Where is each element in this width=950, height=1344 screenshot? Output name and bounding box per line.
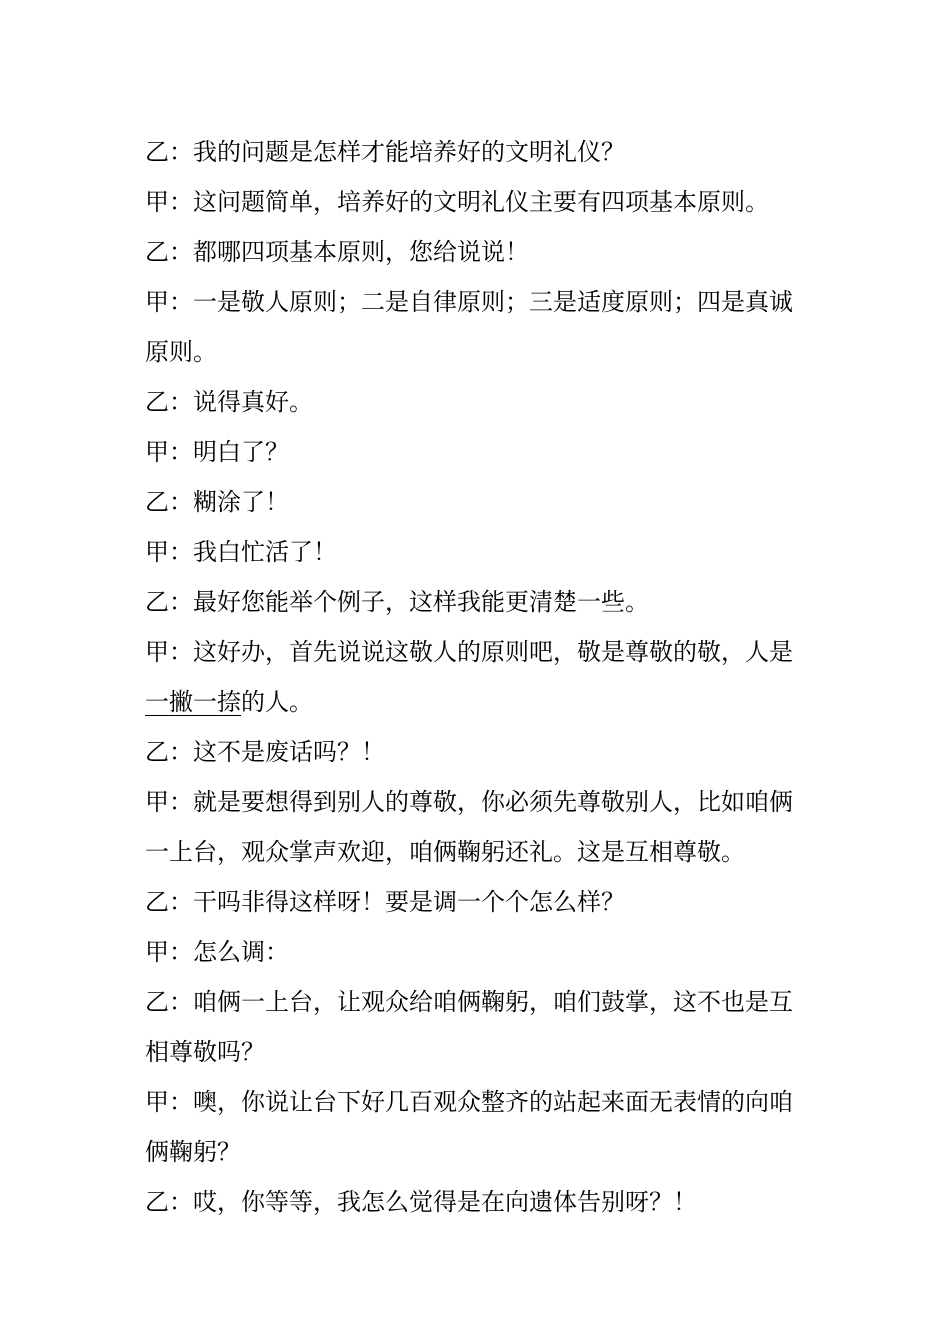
text-line: 乙：说得真好。 — [145, 388, 313, 416]
text-line: 甲：明白了？ — [145, 438, 289, 466]
text-line: 乙：咱俩一上台，让观众给咱俩鞠躬，咱们鼓掌，这不也是互 — [145, 988, 793, 1016]
text-line-underlined — [145, 677, 810, 727]
text-line: 相尊敬吗？ — [145, 1038, 265, 1066]
text-line: 甲：怎么调： — [145, 938, 289, 966]
text-line: 乙：我的问题是怎样才能培养好的文明礼仪？ — [145, 138, 625, 166]
text-line: 乙：这不是废话吗？！ — [145, 738, 385, 766]
text-line: 甲：这好办，首先说说这敬人的原则吧，敬是尊敬的敬，人是 — [145, 638, 793, 666]
dialogue-text — [145, 127, 810, 1227]
text-line: 原则。 — [145, 338, 217, 366]
text-line: 甲：这问题简单，培养好的文明礼仪主要有四项基本原则。 — [145, 188, 769, 216]
text-line: 甲：噢，你说让台下好几百观众整齐的站起来面无表情的向咱 — [145, 1088, 793, 1116]
text-line: 俩鞠躬？ — [145, 1138, 241, 1166]
text-line: 一上台，观众掌声欢迎，咱俩鞠躬还礼。这是互相尊敬。 — [145, 838, 745, 866]
text-line: 乙：哎，你等等，我怎么觉得是在向遗体告别呀？！ — [145, 1188, 697, 1216]
text-line: 乙：最好您能举个例子，这样我能更清楚一些。 — [145, 588, 649, 616]
underlined-phrase: 一撇一捺 — [145, 688, 241, 716]
text-line: 乙：都哪四项基本原则，您给说说！ — [145, 238, 529, 266]
text-line: 甲：就是要想得到别人的尊敬，你必须先尊敬别人，比如咱俩 — [145, 788, 793, 816]
text-line: 乙：糊涂了！ — [145, 488, 289, 516]
text-line: 甲：一是敬人原则；二是自律原则；三是适度原则；四是真诚 — [145, 288, 793, 316]
line-remainder: 的人。 — [241, 688, 313, 716]
text-line: 乙：干吗非得这样呀！要是调一个个怎么样？ — [145, 888, 625, 916]
text-line: 甲：我白忙活了！ — [145, 538, 337, 566]
